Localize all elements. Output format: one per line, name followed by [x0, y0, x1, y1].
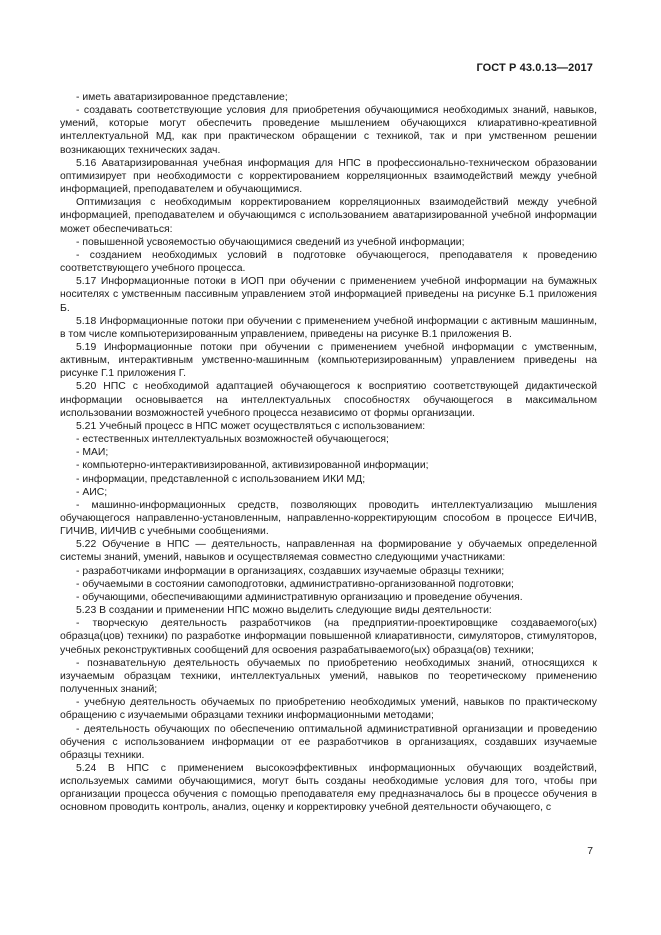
text-paragraph: - познавательную деятельность обучаемых по приобретению необходимых знаний, относящихся к изучаемым образцам техники, интеллектуальных умений, навыков по теоретическому применению полученных знаний;: [60, 657, 597, 696]
text-paragraph: - естественных интеллектуальных возможностей обучающегося;: [76, 434, 389, 446]
text-paragraph: - обучающими, обеспечивающими административную организацию и проведение обучения.: [76, 591, 523, 603]
text-paragraph: 5.16 Аватаризированная учебная информация для НПС в профессионально-техническом образовании оптимизирует при необходимости с корректированием корреляционных взаимодействий между учебной информацией, преподавателем и обучающимися.: [60, 157, 597, 196]
text-paragraph: - МАИ;: [76, 447, 109, 459]
text-paragraph: - АИС;: [76, 486, 108, 498]
text-paragraph: - творческую деятельность разработчиков (на предприятии-проектировщике создаваемого(ых) образца(цов) техники) по разработке информации повышенной клиаративности, симуляторов, стимуляторов, учебных реконструктивных сообщений для освоения разрабатываемого(ых) образца(ов) техники;: [60, 618, 597, 656]
text-paragraph: - создавать соответствующие условия для приобретения обучающимися необходимых знаний, навыков, умений, которые могут обеспечить проведение мышлением обучающихся клиаративно-креативной интеллектуальной МД, как при практическом обращении с техникой, так и при умственном решении возникающих технических задач.: [60, 105, 597, 156]
text-paragraph: - машинно-информационных средств, позволяющих проводить интеллектуализацию мышления обучающегося направленно-установленным, направленно-корректирующим способом в процессе ЕИЧИВ, ГИЧИВ, ИИЧИВ с учебными сообщениями.: [60, 499, 597, 538]
text-paragraph: - компьютерно-интерактивизированной, активизированной информации;: [76, 460, 429, 472]
text-paragraph: - учебную деятельность обучаемых по приобретению необходимых умений, навыков по практическому обращению с изучаемыми образцами техники информационными методами;: [60, 697, 597, 722]
text-paragraph: 5.21 Учебный процесс в НПС может осуществляться с использованием:: [76, 420, 426, 432]
text-paragraph: 5.17 Информационные потоки в ИОП при обучении с применением учебной информации на бумажных носителях с умственным пассивным управлением этой информацией приведены на рисунке Б.1 приложения Б.: [60, 276, 597, 314]
text-paragraph: 5.23 В создании и применении НПС можно выделить следующие виды деятельности:: [76, 605, 492, 617]
text-paragraph: - информации, представленной с использованием ИКИ МД;: [76, 473, 366, 485]
text-paragraph: Оптимизация с необходимым корректированием корреляционных взаимодействий между учебной информацией, преподавателем и обучающимся с использованием аватаризированной учебной информации может обеспечиваться:: [60, 197, 597, 235]
document-code-header: ГОСТ Р 43.0.13—2017: [476, 62, 593, 74]
text-paragraph: 5.19 Информационные потоки при обучении с применением учебной информации с умственным, активным, интерактивным умственно-машинным (компьютеризированным) управлением приведены на рисунке Г.1 приложения Г.: [60, 341, 597, 380]
text-paragraph: 5.20 НПС с необходимой адаптацией обучающегося к восприятию соответствующей дидактической информации основывается на интеллектуальных способностях обучающегося в максимальном использовании возможностей учебного процесса независимо от формы организации.: [60, 381, 597, 419]
body-text: [60, 91, 597, 815]
text-paragraph: - созданием необходимых условий в подготовке обучающегося, преподавателя к проведению соответствующего учебного процесса.: [60, 249, 597, 275]
page-number: 7: [587, 846, 593, 857]
text-paragraph: - иметь аватаризированное представление;: [76, 92, 288, 103]
text-paragraph: 5.24 В НПС с применением высокоэффективных информационных обучающих воздействий, используемых самими обучающимися, могут быть созданы необходимые условия для того, чтобы при организации процесса обучения с помощью преподавателя ему предназначалось бы в процессе обучения в основном проводить контроль, анализ, оценку и корректировку учебной деятельности обучающего, с: [60, 762, 597, 814]
text-paragraph: 5.22 Обучение в НПС — деятельность, направленная на формирование у обучаемых определенной системы знаний, умений, навыков и осуществляемая совместно следующими участниками:: [60, 539, 597, 564]
text-paragraph: - деятельность обучающих по обеспечению оптимальной административной организации и проведению обучения с использованием информации от ее разработчиков в организациях, создавших изучаемые образцы техники.: [60, 723, 597, 761]
text-paragraph: - обучаемыми в состоянии самоподготовки, административно-организованной подготовки;: [76, 578, 514, 590]
text-paragraph: - разработчиками информации в организациях, создавших изучаемые образцы техники;: [76, 565, 505, 577]
text-paragraph: - повышенной усвояемостью обучающимися сведений из учебной информации;: [76, 236, 465, 248]
text-paragraph: 5.18 Информационные потоки при обучении с применением учебной информации с активным машинным, в том числе компьютеризированным управлением, приведены на рисунке В.1 приложения В.: [60, 315, 597, 340]
